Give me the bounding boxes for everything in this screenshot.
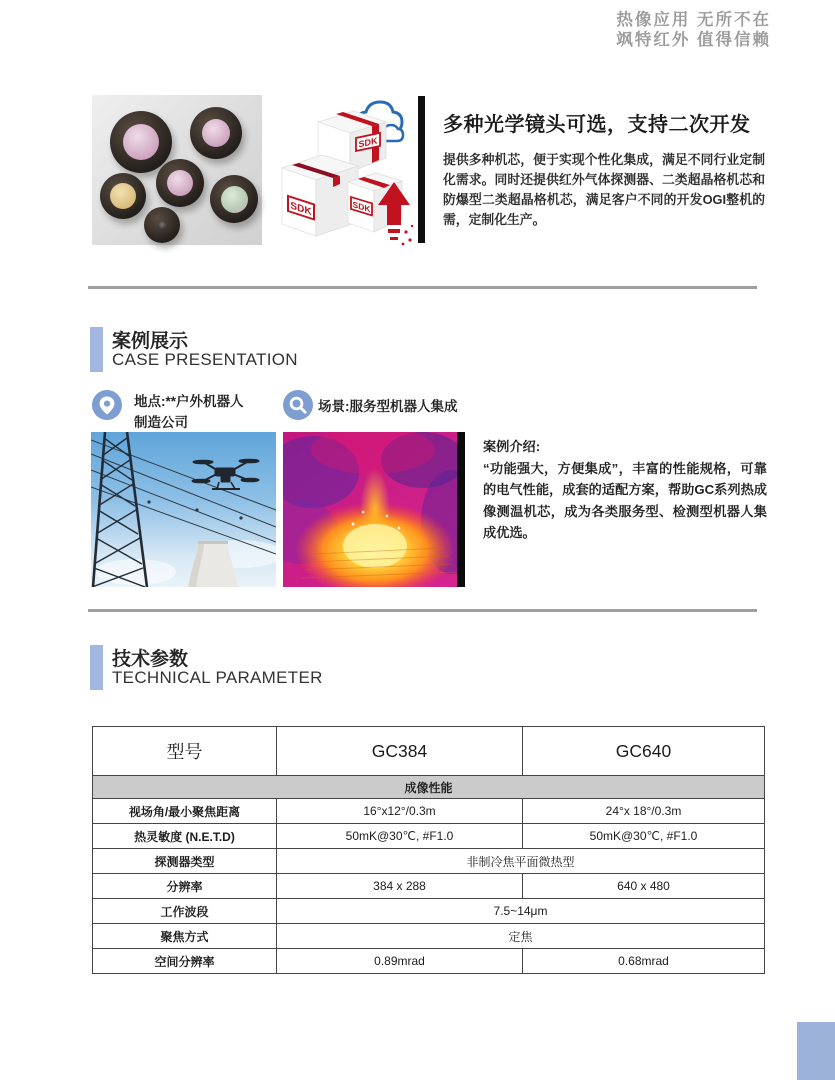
location-line-1: 地点:**户外机器人	[134, 394, 244, 409]
lens-photo-item	[110, 111, 172, 173]
table-header-row	[93, 727, 765, 776]
param-merged-cell: 7.5~14μm	[277, 899, 765, 924]
scene-label: 场景:服务型机器人集成	[318, 399, 458, 414]
magnifier-icon	[283, 390, 313, 420]
tech-section-accent-bar	[90, 645, 103, 690]
location-line-2: 制造公司	[134, 415, 188, 430]
param-label-cell: 空间分辨率	[93, 949, 277, 974]
table-row	[93, 874, 765, 899]
case-intro-body: “功能强大，方便集成”，丰富的性能规格，可靠的电气性能，成套的适配方案，帮助GC系列热成像测温机芯，成为各类服务型、检测型机器人集成优选。	[483, 460, 767, 540]
slogan-line-1: 热像应用 无所不在	[616, 11, 771, 29]
case-section-accent-bar	[90, 327, 103, 372]
param-merged-cell: 定焦	[277, 924, 765, 949]
tech-section-title-en: TECHNICAL PARAMETER	[112, 668, 323, 687]
scene-badge	[283, 390, 313, 420]
slogan-line-2: 飒特红外 值得信赖	[616, 31, 771, 49]
feature-body: 提供多种机芯，便于实现个性化集成，满足不同行业定制化需求。同时还提供红外气体探测器、二类超晶格机芯和防爆型二类超晶格机芯，满足客户不同的开发OGI整机的需，定制化生产。	[443, 152, 765, 227]
table-row	[93, 849, 765, 874]
param-label-cell: 探测器类型	[93, 849, 277, 874]
location-pin-icon	[92, 390, 122, 420]
corner-accent-block	[797, 1022, 835, 1080]
case-intro-title: 案例介绍:	[483, 439, 541, 454]
lens-photo-item	[210, 175, 258, 223]
svg-text:SDK: SDK	[358, 135, 378, 150]
section-divider-1	[88, 286, 757, 289]
param-value-cell: 24°x 18°/0.3m	[523, 799, 765, 824]
param-value-cell: 50mK@30℃, #F1.0	[523, 824, 765, 849]
table-row	[93, 824, 765, 849]
table-band-row	[93, 776, 765, 799]
param-value-cell: 640 x 480	[523, 874, 765, 899]
header-gc384: GC384	[277, 727, 523, 776]
sdk-boxes-illustration	[266, 98, 414, 248]
brand-slogan	[616, 10, 771, 50]
feature-divider-bar	[418, 96, 425, 243]
case-section-title-zh: 案例展示	[112, 331, 189, 352]
lens-photo-item	[190, 107, 242, 159]
lens-photo-item	[100, 173, 146, 219]
table-row	[93, 899, 765, 924]
feature-heading: 多种光学镜头可选，支持二次开发	[443, 114, 751, 136]
param-value-cell: 384 x 288	[277, 874, 523, 899]
svg-text:SDK: SDK	[290, 200, 312, 219]
case-image-drone	[91, 432, 276, 587]
header-model: 型号	[93, 727, 277, 776]
case-image-thermal	[283, 432, 465, 587]
lens-photo-item	[144, 207, 180, 243]
header-gc640: GC640	[523, 727, 765, 776]
section-divider-2	[88, 609, 757, 612]
svg-text:SDK: SDK	[352, 199, 371, 215]
table-row	[93, 949, 765, 974]
table-row	[93, 924, 765, 949]
sdk-boxes-svg	[266, 98, 414, 248]
param-value-cell: 0.89mrad	[277, 949, 523, 974]
param-label-cell: 热灵敏度 (N.E.T.D)	[93, 824, 277, 849]
table-row	[93, 799, 765, 824]
param-merged-cell: 非制冷焦平面微热型	[277, 849, 765, 874]
location-label	[134, 391, 244, 433]
case-intro	[483, 436, 767, 544]
param-label-cell: 工作波段	[93, 899, 277, 924]
sdk-box-left	[282, 155, 358, 236]
spec-table	[92, 726, 764, 974]
lens-photo-item	[156, 159, 204, 207]
param-value-cell: 0.68mrad	[523, 949, 765, 974]
band-imaging-performance: 成像性能	[93, 776, 765, 799]
param-label-cell: 分辨率	[93, 874, 277, 899]
case-section-title-en: CASE PRESENTATION	[112, 350, 298, 369]
tech-section-title-zh: 技术参数	[112, 649, 189, 670]
lens-assortment-image	[92, 95, 262, 245]
param-value-cell: 16°x12°/0.3m	[277, 799, 523, 824]
location-badge	[92, 390, 122, 420]
param-value-cell: 50mK@30℃, #F1.0	[277, 824, 523, 849]
param-label-cell: 视场角/最小聚焦距离	[93, 799, 277, 824]
param-label-cell: 聚焦方式	[93, 924, 277, 949]
